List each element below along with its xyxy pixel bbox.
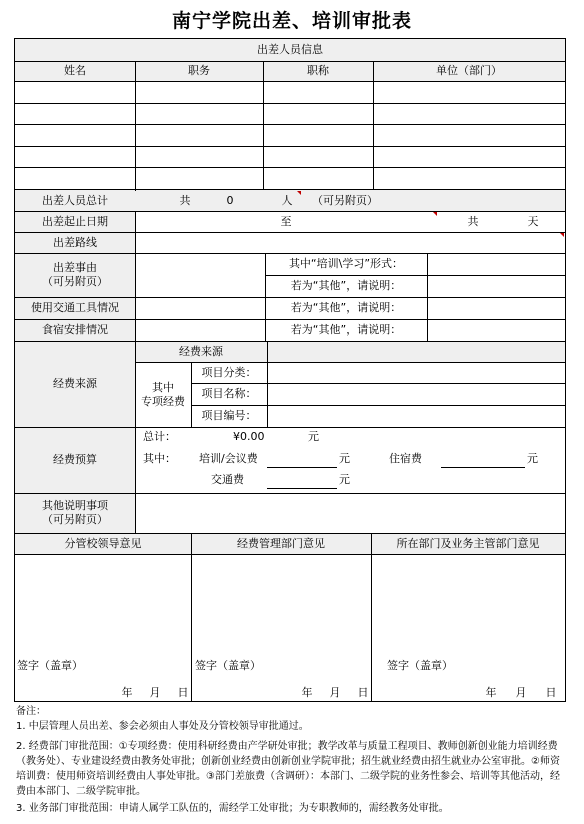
lodging-other-input[interactable] xyxy=(427,319,565,341)
grid-line xyxy=(371,533,372,701)
project-category-label: 项目分类： xyxy=(201,365,257,379)
transport-other-label: 若为“其他”，请说明： xyxy=(290,301,402,315)
grid-line xyxy=(15,319,565,320)
approval-form xyxy=(14,38,566,702)
date-year-dept: 年 xyxy=(485,686,497,700)
grid-line xyxy=(427,253,428,341)
grid-line xyxy=(15,167,565,168)
other-items-label-cell xyxy=(15,493,135,533)
transport-input[interactable] xyxy=(135,297,265,319)
total-label-cell xyxy=(15,190,135,211)
budget-qizhong: 其中： xyxy=(143,452,176,466)
grid-line xyxy=(263,61,264,189)
other-items-input[interactable] xyxy=(135,493,565,533)
special-fund-label-2: 专项经费 xyxy=(141,394,185,408)
date-year-leader: 年 xyxy=(121,686,133,700)
total-count[interactable]: 0 xyxy=(226,193,234,207)
budget-traffic-unit: 元 xyxy=(339,473,350,487)
grid-line xyxy=(135,211,136,533)
dates-tian: 天 xyxy=(527,214,539,228)
opinion-finance-box[interactable] xyxy=(191,554,371,701)
page-title: 南宁学院出差、培训审批表 xyxy=(171,10,412,32)
funding-label: 经费来源 xyxy=(53,377,97,391)
special-fund-label-1: 其中 xyxy=(152,380,174,394)
transport-label: 使用交通工具情况 xyxy=(31,301,119,315)
funding-label-cell xyxy=(15,341,135,427)
dates-range[interactable] xyxy=(135,211,437,232)
grid-line xyxy=(267,341,268,427)
sign-label-finance: 签字（盖章） xyxy=(195,659,261,673)
col-dept-header: 单位（部门） xyxy=(436,64,502,78)
col-position-header: 职务 xyxy=(188,64,210,78)
funding-source-header: 经费来源 xyxy=(179,344,223,358)
budget-traffic-label: 交通费 xyxy=(211,473,244,487)
budget-traffic-line[interactable] xyxy=(267,488,337,489)
grid-line xyxy=(15,61,565,62)
budget-total-value[interactable]: ¥0.00 xyxy=(233,430,265,444)
date-day-dept: 日 xyxy=(545,686,557,700)
route-input[interactable] xyxy=(135,232,565,253)
col-name-header: 姓名 xyxy=(64,64,86,78)
grid-line xyxy=(191,383,565,384)
dates-label: 出差起止日期 xyxy=(42,214,108,228)
note-item-3: 3. 业务部门审批范围：申请人属学工队伍的，需经学工处审批；为专职教师的，需经教务处审批。 xyxy=(16,803,449,814)
funding-source-input[interactable] xyxy=(267,341,565,362)
grid-line xyxy=(15,554,565,555)
opinion-dept-box[interactable] xyxy=(371,554,565,701)
grid-line xyxy=(15,701,565,702)
comment-marker xyxy=(433,212,437,216)
total-ren: 人 xyxy=(281,193,293,207)
reason-other-label: 若为“其他”，请说明： xyxy=(290,279,402,293)
grid-line xyxy=(15,493,565,494)
staff-section-label: 出差人员信息 xyxy=(257,43,323,57)
dates-to: 至 xyxy=(280,214,292,228)
budget-training-line[interactable] xyxy=(267,467,337,468)
budget-label-cell xyxy=(15,427,135,493)
budget-training-label: 培训/会议费 xyxy=(199,452,258,466)
route-label: 出差路线 xyxy=(53,235,97,249)
sign-label-dept: 签字（盖章） xyxy=(387,659,453,673)
total-label: 出差人员总计 xyxy=(42,193,108,207)
budget-training-unit: 元 xyxy=(339,452,350,466)
reason-label-cell xyxy=(15,253,135,297)
project-category-input[interactable] xyxy=(267,362,565,383)
training-form-label: 其中“培训\学习”形式： xyxy=(288,257,404,271)
training-form-input[interactable] xyxy=(427,253,565,275)
budget-lodging-label: 住宿费 xyxy=(389,452,422,466)
lodging-label-cell xyxy=(15,319,135,341)
date-year-finance: 年 xyxy=(301,686,313,700)
grid-line xyxy=(15,103,565,104)
staff-section-header xyxy=(15,39,565,61)
grid-line xyxy=(15,533,565,534)
grid-line xyxy=(135,362,565,363)
opinion-header-dept: 所在部门及业务主管部门意见 xyxy=(396,536,540,550)
date-month-finance: 月 xyxy=(329,686,341,700)
grid-line xyxy=(15,253,565,254)
date-day-leader: 日 xyxy=(177,686,189,700)
total-note: （可另附页） xyxy=(312,193,378,207)
project-name-input[interactable] xyxy=(267,383,565,405)
note-item-1: 1. 中层管理人员出差、参会必须由人事处及分管校领导审批通过。 xyxy=(16,721,309,732)
grid-line xyxy=(15,341,565,342)
project-name-label: 项目名称： xyxy=(201,387,257,401)
opinion-leader-box[interactable] xyxy=(15,554,191,701)
reason-other-input[interactable] xyxy=(427,275,565,297)
grid-line xyxy=(191,533,192,701)
budget-lodging-line[interactable] xyxy=(441,467,525,468)
project-number-label: 项目编号： xyxy=(201,409,257,423)
route-label-cell xyxy=(15,232,135,253)
grid-line xyxy=(191,362,192,427)
budget-label: 经费预算 xyxy=(53,453,97,467)
total-gong: 共 xyxy=(179,193,191,207)
date-day-finance: 日 xyxy=(357,686,369,700)
lodging-other-label: 若为“其他”，请说明： xyxy=(290,323,402,337)
other-items-note: （可另附页） xyxy=(42,513,108,526)
other-items-label: 其他说明事项 xyxy=(42,499,108,513)
opinion-header-finance: 经费管理部门意见 xyxy=(237,536,325,550)
grid-line xyxy=(15,211,565,212)
dates-label-cell xyxy=(15,211,135,232)
note-item-2: 2. 经费部门审批范围：①专项经费：使用科研经费由产学研处审批；教学改革与质量工程项目、教师创新创业能力培训经费（教务处）、专业建设经费由教务处审批；创新创业经费由创新创业学院审批；招生就业经费由招生就业办公室审批。②师资培训费：使用师资培训经费由人事处审批。③部门差旅费（含调研）：本部门、二级学院的业务性参会、培训等其他活动，经费由本部门、二级学院审批。 xyxy=(16,741,560,797)
grid-line xyxy=(15,124,565,125)
sign-label-leader: 签字（盖章） xyxy=(17,659,83,673)
notes-title: 备注： xyxy=(16,706,46,717)
grid-line xyxy=(15,427,565,428)
grid-line xyxy=(15,297,565,298)
date-month-dept: 月 xyxy=(515,686,527,700)
lodging-label: 食宿安排情况 xyxy=(42,323,108,337)
grid-line xyxy=(15,232,565,233)
comment-marker xyxy=(297,191,301,195)
grid-line xyxy=(265,253,266,341)
col-title-header: 职称 xyxy=(307,64,329,78)
project-number-input[interactable] xyxy=(267,405,565,427)
budget-total-unit: 元 xyxy=(308,430,319,444)
grid-line xyxy=(135,61,136,191)
budget-total-label: 总计： xyxy=(143,430,176,444)
transport-other-input[interactable] xyxy=(427,297,565,319)
special-fund-label xyxy=(135,362,191,427)
staff-rows[interactable] xyxy=(15,82,565,189)
grid-line xyxy=(15,146,565,147)
grid-line xyxy=(373,61,374,189)
reason-label-note: （可另附页） xyxy=(42,275,108,288)
budget-lodging-unit: 元 xyxy=(527,452,538,466)
transport-label-cell xyxy=(15,297,135,319)
grid-line xyxy=(191,405,565,406)
lodging-input[interactable] xyxy=(135,319,265,341)
grid-line xyxy=(15,81,565,82)
reason-input[interactable] xyxy=(135,253,265,297)
reason-label: 出差事由 xyxy=(53,261,97,275)
date-month-leader: 月 xyxy=(149,686,161,700)
grid-line xyxy=(15,189,565,190)
dates-gong: 共 xyxy=(467,214,479,228)
grid-line xyxy=(265,275,565,276)
opinion-header-leader: 分管校领导意见 xyxy=(64,536,142,550)
